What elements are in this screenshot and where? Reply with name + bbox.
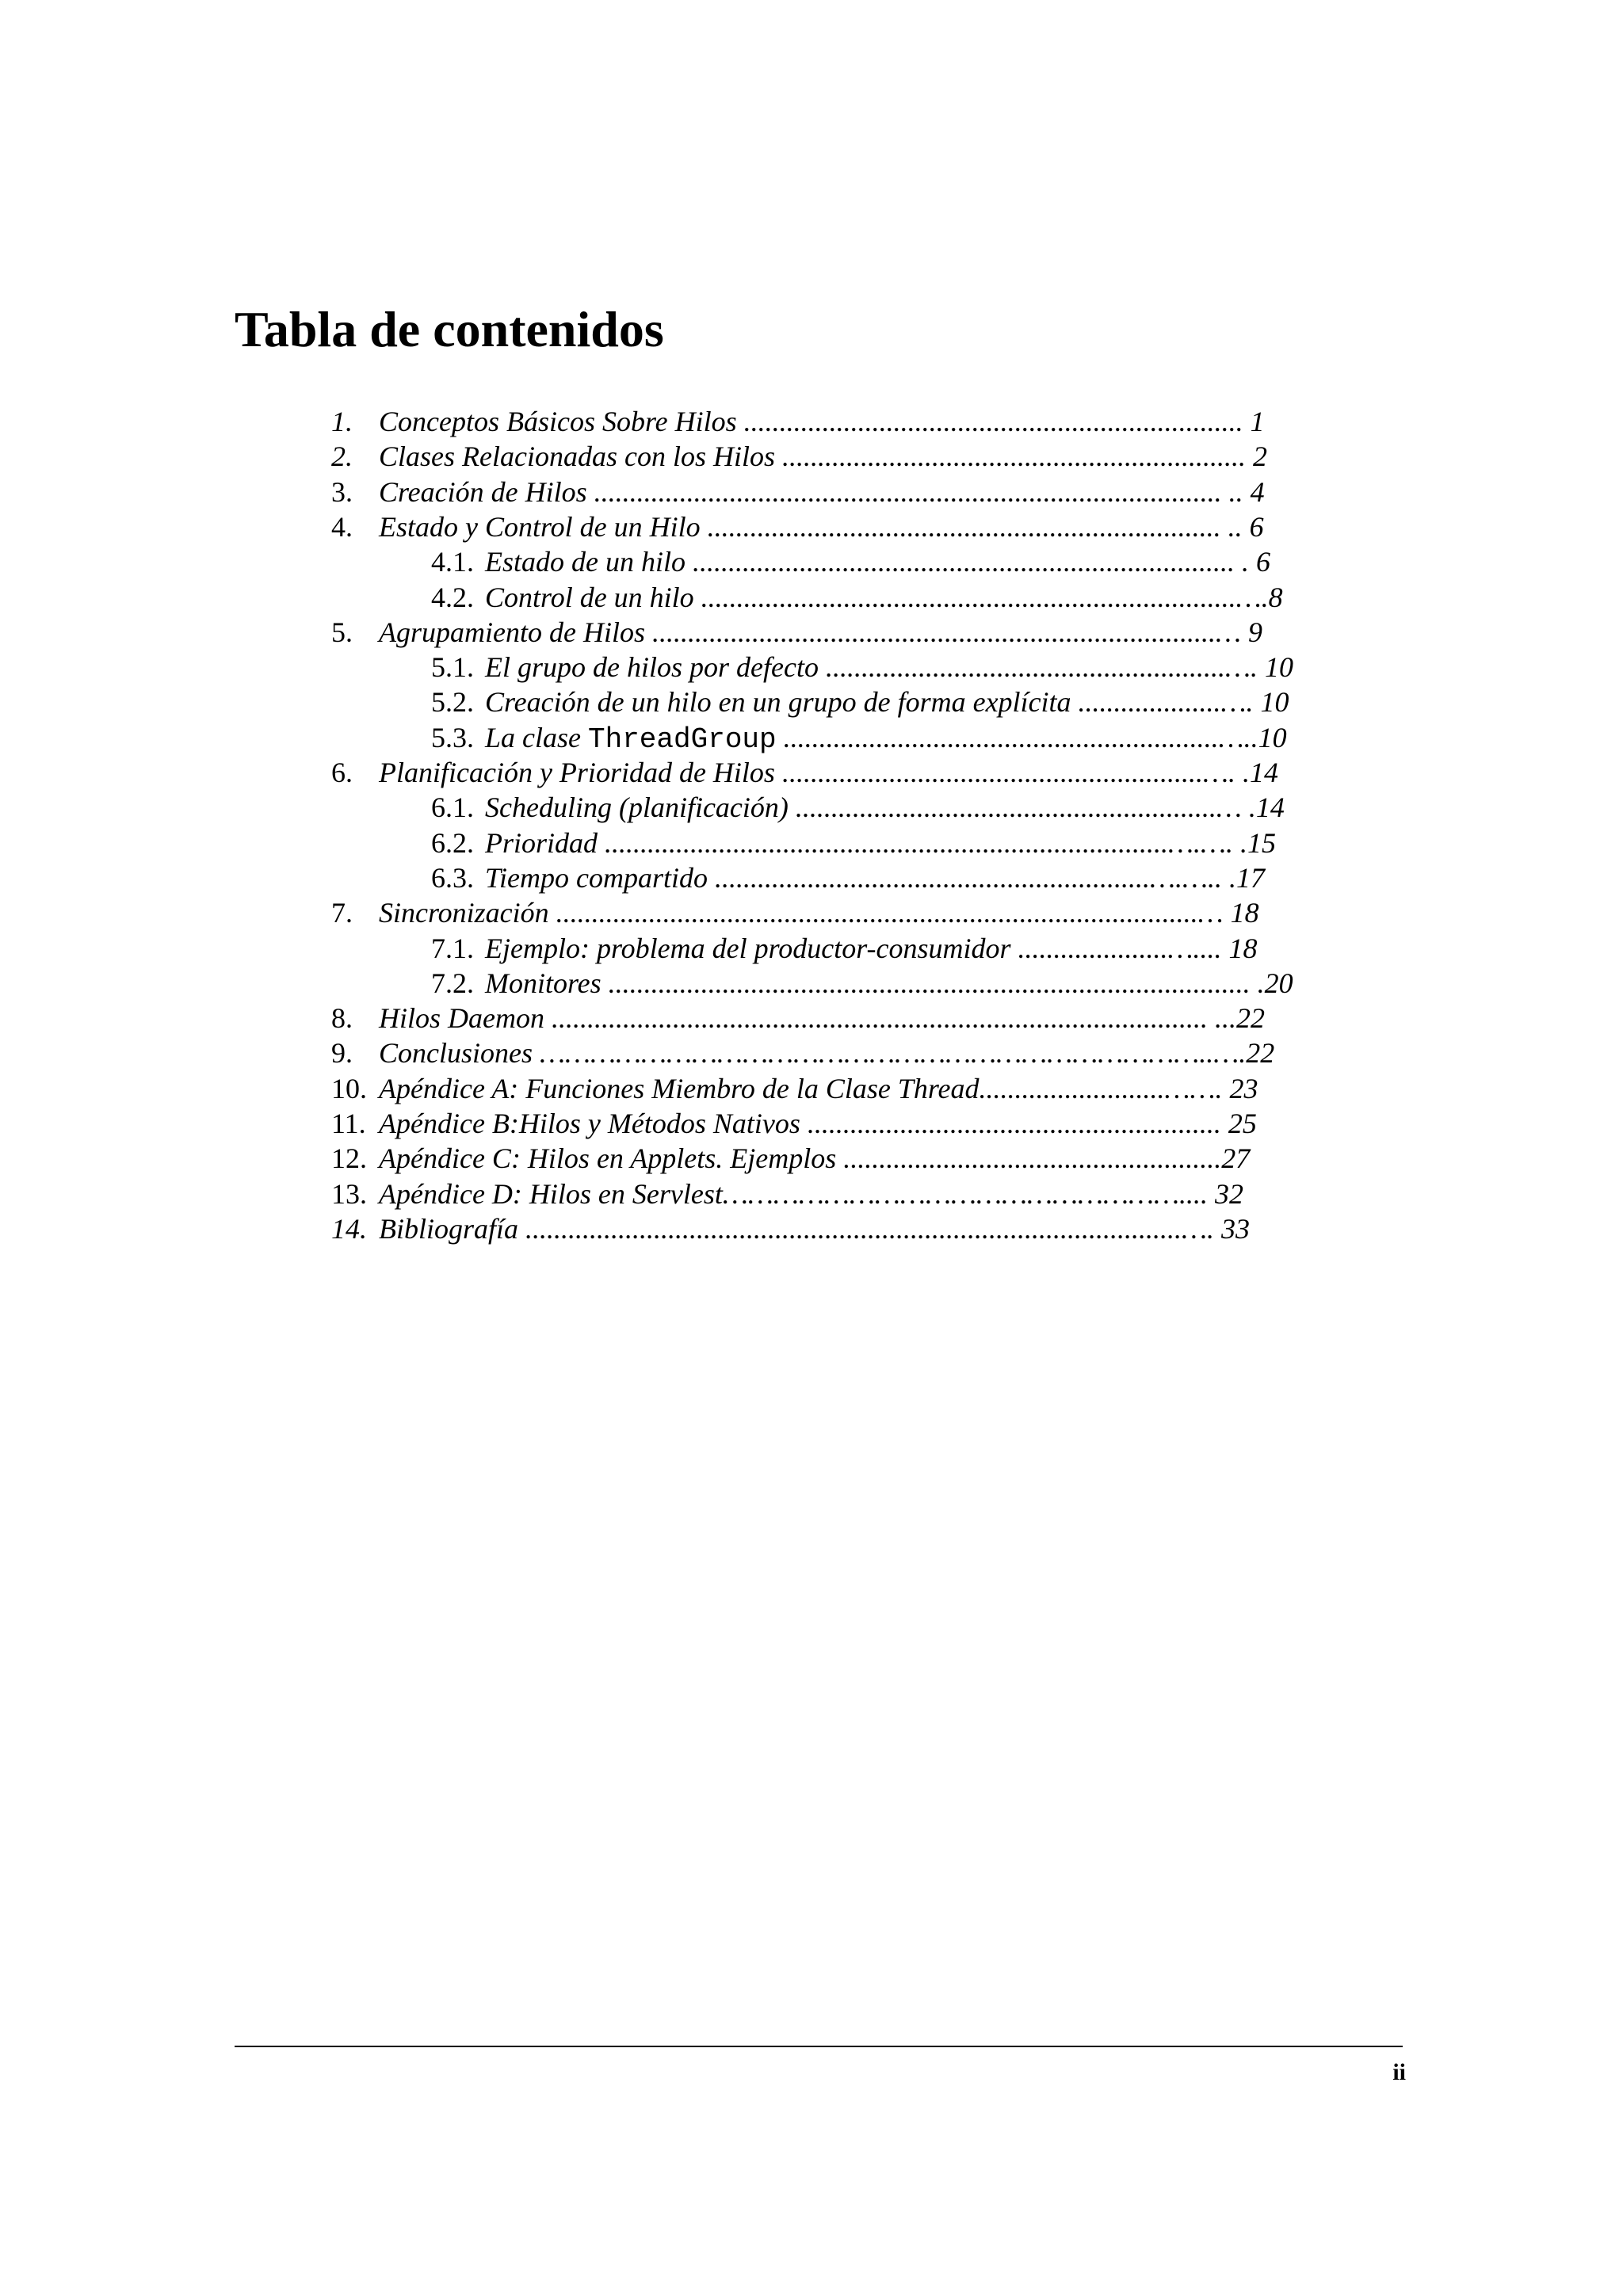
toc-entry-text [485,685,1289,719]
toc-entry-leader: .............................................................…..10 [776,721,1287,753]
toc-entry-text [485,826,1276,860]
toc-entry-number: 5.1. [431,651,474,684]
page-title: Tabla de contenidos [235,301,664,357]
toc-entry-title: Apéndice C: Hilos en Applets. Ejemplos .....................................................27 [379,1142,1251,1175]
toc-entry-title: Apéndice A: Funciones Miembro de la Clase Thread..........................……. 23 [379,1072,1258,1104]
toc-entry-text [379,1035,1274,1070]
toc-entry-title: Scheduling (planificación) ...........................................................… .14 [485,791,1285,824]
toc-entry-number: 9. [331,1037,353,1070]
toc-entry-text [379,895,1259,930]
toc-entry-text [379,439,1267,474]
toc-entry-number: 3. [331,475,353,508]
toc-entry-number: 12. [331,1142,367,1175]
toc-entry-text [379,475,1265,509]
toc-entry-title: Clases Relacionadas con los Hilos ................................................................. 2 [379,441,1267,473]
toc-entry-number: 13. [331,1177,367,1210]
toc-entry-text [485,860,1265,895]
toc-entry-number: 4.2. [431,581,474,613]
toc-entry-title: La clase [485,721,588,753]
toc-entry-title: Conceptos Básicos Sobre Hilos ...................................................................... 1 [379,406,1265,437]
toc-entry-title: Creación de Hilos ........................................................................................ .. 4 [379,475,1265,508]
toc-entry-code: ThreadGroup [588,723,777,756]
toc-entry-title: Planificación y Prioridad de Hilos ...........................................................…. .14 [379,757,1278,788]
toc-entry-text [379,755,1278,790]
toc-entry-number: 5.2. [431,686,474,719]
toc-entry-text [379,1141,1250,1176]
toc-entry-number: 5.3. [431,721,474,753]
toc-entry-title: Monitores .......................................................................................... .20 [485,967,1293,999]
toc-entry-title: Agrupamiento de Hilos ...............................................................................… 9 [379,616,1262,648]
toc-entry-number: 6.2. [431,826,474,859]
toc-entry-number: 7.2. [431,967,474,999]
toc-entry-number: 7.1. [431,932,474,964]
toc-entry-title: Sincronización ..........................................................................................… 18 [379,897,1259,929]
toc-entry-text [379,404,1265,439]
toc-entry-title: Bibliografía ............................................................................................…. 33 [379,1212,1251,1245]
toc-entry-text [485,544,1270,579]
footer-divider [235,2046,1403,2047]
toc-entry-number: 6. [331,757,353,788]
toc-entry-title: Control de un hilo ...........................................................................….8 [485,581,1283,613]
toc-entry-text [379,1211,1250,1246]
toc-entry-title: Conclusiones ……………………………………………………………………..….22 [379,1037,1275,1070]
toc-entry-title: Ejemplo: problema del productor-consumidor .....................….... 18 [485,932,1258,964]
toc-entry-title: Prioridad ...............................................................................….…. .15 [485,826,1277,859]
toc-entry-text [379,1106,1257,1141]
toc-entry-text [379,1177,1243,1211]
toc-entry-number: 1. [331,406,353,437]
toc-entry-number: 4.1. [431,546,474,578]
toc-entry-number: 6.3. [431,861,474,894]
toc-entry-number: 7. [331,897,353,929]
toc-entry-number: 2. [331,441,353,473]
toc-entry-title: Tiempo compartido .............................................................….….. .17 [485,861,1266,894]
toc-entry-text [485,580,1283,615]
toc-entry-text [379,1071,1258,1106]
toc-entry-title: El grupo de hilos por defecto ........................................................…. 10 [485,651,1293,684]
toc-entry-text [379,1001,1265,1035]
toc-entry-text [379,615,1262,650]
toc-entry-number: 14. [331,1212,367,1245]
toc-entry-number: 8. [331,1002,353,1035]
toc-entry-title: Creación de un hilo en un grupo de forma explícita ....................…. 10 [485,686,1289,719]
toc-entry-number: 11. [331,1108,366,1139]
toc-entry-text [485,720,1287,757]
toc-entry-title: Apéndice D: Hilos en Servlest……………………………………………….... 32 [379,1177,1244,1210]
toc-entry-text [485,931,1258,966]
toc-entry-text [485,650,1293,685]
toc-entry-number: 10. [331,1072,367,1104]
toc-entry-text [485,966,1293,1001]
toc-entry-title: Estado de un hilo ............................................................................ . 6 [485,546,1270,578]
toc-entry-number: 4. [331,510,353,543]
toc-entry-title: Estado y Control de un Hilo ........................................................................ .. 6 [379,510,1264,543]
toc-entry-number: 5. [331,616,353,648]
toc-entry-title: Hilos Daemon ............................................................................................ ...22 [379,1002,1265,1035]
toc-entry-title: Apéndice B:Hilos y Métodos Nativos .......................................................... 25 [379,1108,1257,1139]
toc-entry-number: 6.1. [431,791,474,824]
toc-entry-text [485,790,1285,825]
page-number: ii [1392,2059,1406,2085]
toc-entry-text [379,509,1264,544]
